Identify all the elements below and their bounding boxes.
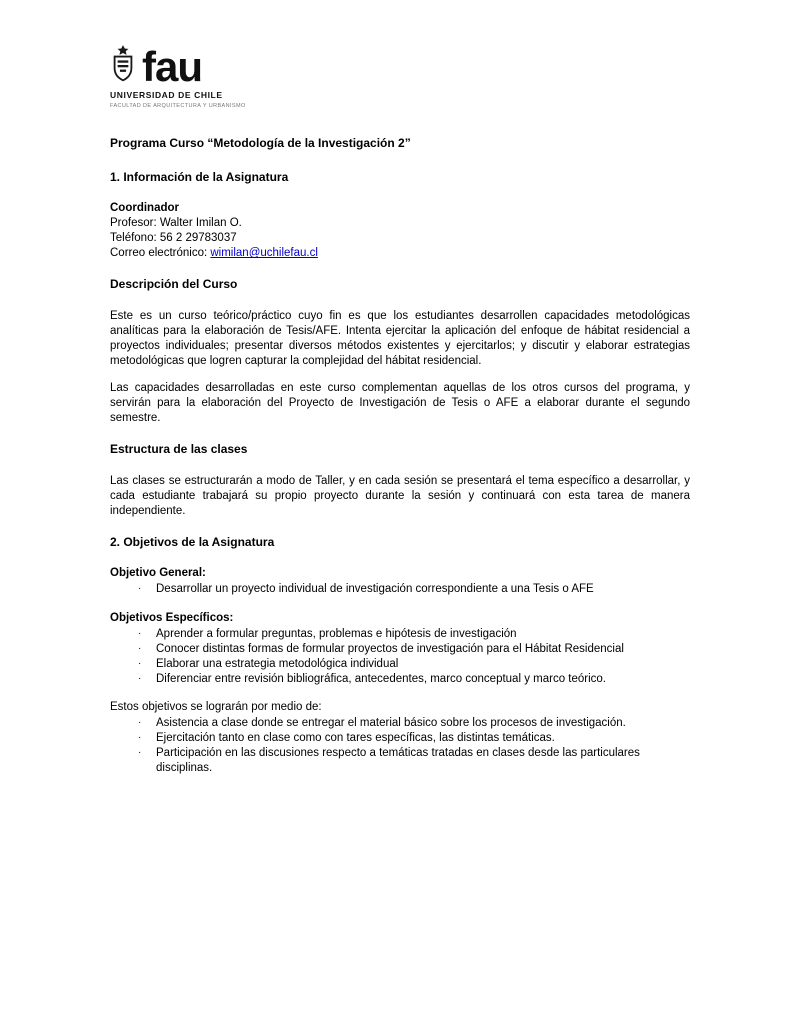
list-item-text: Conocer distintas formas de formular proyectos de investigación para el Hábitat Residencial	[156, 643, 624, 656]
description-heading: Descripción del Curso	[110, 277, 238, 292]
general-objective-list	[110, 582, 690, 597]
list-item-text: Elaborar una estrategia metodológica individual	[156, 657, 399, 670]
phone-line: Teléfono: 56 2 29783037	[110, 232, 237, 245]
course-title: Programa Curso “Metodología de la Investigación 2”	[110, 136, 411, 151]
list-item-text: Diferenciar entre revisión bibliográfica, antecedentes, marco conceptual y marco teórico.	[156, 672, 606, 685]
structure-paragraph: Las clases se estructurarán a modo de Taller, y en cada sesión se presentará el tema específico a desarrollar, y cada estudiante trabajará su propio proyecto durante la sesión y continuará con esta tarea de manera independiente.	[110, 474, 690, 517]
list-item-text: Ejercitación tanto en clase como con tares específicas, las distintas temáticas.	[156, 731, 555, 744]
general-objective-heading: Objetivo General:	[110, 567, 206, 580]
section-2-heading: 2. Objetivos de la Asignatura	[110, 534, 275, 549]
list-item-text: Asistencia a clase donde se entregar el material básico sobre los procesos de investigación.	[156, 716, 626, 729]
list-item	[110, 582, 690, 597]
bullet-marker: ·	[138, 716, 142, 728]
bullet-marker: ·	[138, 643, 142, 655]
list-item-text: Participación en las discusiones respecto a temáticas tratadas en clases desde las particulares disciplinas.	[156, 746, 640, 774]
description-paragraph-1: Este es un curso teórico/práctico cuyo fin es que los estudiantes desarrollen capacidades metodológicas analíticas para la elaboración de Tesis/AFE. Intenta ejercitar la aplicación del enfoque de hábitat residencial a proyectos individuales; presentar diversos métodos existentes y ejercitarlos; y discutir y elaborar estrategias metodológicas que logren capturar la complejidad del hábitat residencial.	[110, 309, 690, 367]
bullet-marker: ·	[138, 583, 142, 595]
email-link[interactable]: wimilan@uchilefau.cl	[210, 247, 318, 260]
university-name: UNIVERSIDAD DE CHILE	[110, 90, 223, 100]
structure-heading: Estructura de las clases	[110, 442, 248, 457]
bullet-marker: ·	[138, 657, 142, 669]
bullet-marker: ·	[138, 746, 142, 758]
list-item-text: Aprender a formular preguntas, problemas e hipótesis de investigación	[156, 628, 517, 641]
list-item	[110, 657, 690, 672]
list-item	[110, 731, 690, 746]
faculty-name: FACULTAD DE ARQUITECTURA Y URBANISMO	[110, 103, 246, 110]
list-item	[110, 716, 690, 731]
bullet-marker: ·	[138, 672, 142, 684]
bullet-marker: ·	[138, 731, 142, 743]
bullet-marker: ·	[138, 628, 142, 640]
email-label: Correo electrónico:	[110, 247, 211, 260]
email-line	[110, 246, 690, 261]
specific-objectives-heading: Objetivos Específicos:	[110, 612, 234, 625]
list-item	[110, 746, 690, 776]
specific-objectives-list	[110, 627, 690, 687]
list-item-text: Desarrollar un proyecto individual de investigación correspondiente a una Tesis o AFE	[156, 583, 594, 596]
list-item	[110, 672, 690, 687]
means-intro: Estos objetivos se lograrán por medio de:	[110, 700, 322, 713]
means-list	[110, 716, 690, 776]
fau-wordmark: fau	[142, 43, 202, 91]
fau-logo	[110, 45, 690, 110]
professor-line: Profesor: Walter Imilan O.	[110, 217, 242, 230]
description-paragraph-2: Las capacidades desarrolladas en este curso complementan aquellas de los otros cursos del programa, y servirán para la elaboración del Proyecto de Investigación de Tesis o AFE a elaborar durante el segundo semestre.	[110, 382, 690, 425]
university-crest-icon	[110, 45, 136, 85]
list-item	[110, 642, 690, 657]
list-item	[110, 627, 690, 642]
coordinator-heading: Coordinador	[110, 202, 179, 215]
section-1-heading: 1. Información de la Asignatura	[110, 169, 289, 184]
